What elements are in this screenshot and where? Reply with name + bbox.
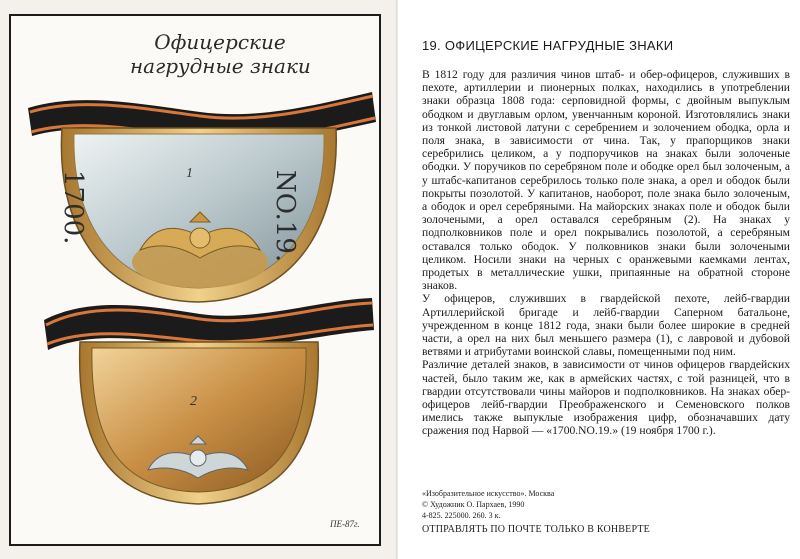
plate-title-line-1: Офицерские: [154, 30, 286, 54]
article-heading: 19. ОФИЦЕРСКИЕ НАГРУДНЫЕ ЗНАКИ: [422, 38, 674, 53]
mailing-note: ОТПРАВЛЯТЬ ПО ПОЧТЕ ТОЛЬКО В КОНВЕРТЕ: [422, 524, 650, 535]
gorget-1-left-inscription: 1700.: [58, 170, 88, 245]
gorgets-illustration: [0, 0, 398, 559]
text-card: [398, 0, 800, 559]
illustration-card: [0, 0, 398, 559]
gorget-1-right-inscription: NO.19.: [270, 170, 300, 263]
imprint-publisher: «Изобразительное искусство». Москва: [422, 489, 555, 498]
imprint-copyright: © Художник О. Пархаев, 1990: [422, 500, 525, 509]
figure-1-label: 1: [186, 166, 193, 181]
article-paragraph-1: В 1812 году для различия чинов штаб- и обер-офицеров, служивших в пехоте, артиллерии и пионерных полках, находились в употреблении знаки образца 1808 года: серповидной формы, с двойным выпуклым ободком и двуглавым орлом, увенчанным короной. Изготовлялись знаки из тонкой листовой латуни с серебрением и золочением ободка, орла и поля знака, в зависимости от чина. Так, у прапорщиков знаки серебрились целиком, а у подпоручиков на знаках были золоченые ободки. У поручиков по серебряном поле и ободке орел был золоченым, а у штабс-капитанов серебрилось только поле знака, а орел и ободок были покрыты позолотой. У капитанов, наоборот, поле знака было золоченым, а ободок и орел серебряными. На майорских знаках поле и ободок были золочеными, а орел оставался серебряным (2). На знаках у подполковников поле и орел покрывались позолотой, а серебряным оставался только ободок. У полковников знаки были золочеными целиком. Носили знаки на черных с оранжевыми каемками лентах, продетых в металлические ушки, припаянные на обратной стороне знаков.: [422, 68, 790, 293]
article-paragraph-3: Различие деталей знаков, в зависимости от чинов офицеров гвардейских частей, было таким же, как в армейских частях, с той разницей, что в гвардии отсутствовали чины майоров и подполковников. На знаках обер-офицеров лейб-гвардии Преображенского и Семеновского полков имелись также выпуклые изображения цифр, обозначавших дату сражения под Нарвой — «1700.NO.19.» (19 ноября 1700 г.).: [422, 358, 790, 438]
artist-signature: ПЕ-87г.: [330, 519, 360, 529]
figure-2-label: 2: [190, 394, 197, 409]
gorget-2: [80, 342, 319, 504]
plate-title-line-2: нагрудные знаки: [130, 54, 311, 78]
article-body: [422, 68, 790, 438]
imprint-print-data: 4-825. 225000. 260. 3 к.: [422, 511, 501, 520]
imprint: [422, 488, 782, 521]
plate-title: [130, 30, 310, 78]
article-paragraph-2: У офицеров, служивших в гвардейской пехоте, лейб-гвардии Артиллерийской бригаде и лейб-гвардии Саперном батальоне, учрежденном в конце 1812 года, знаки были более широкие в средней части, а орел на них был меньшего размера (1), с лавровой и дубовой ветвями и атрибутами воинской славы, помещенными под ним.: [422, 292, 790, 359]
